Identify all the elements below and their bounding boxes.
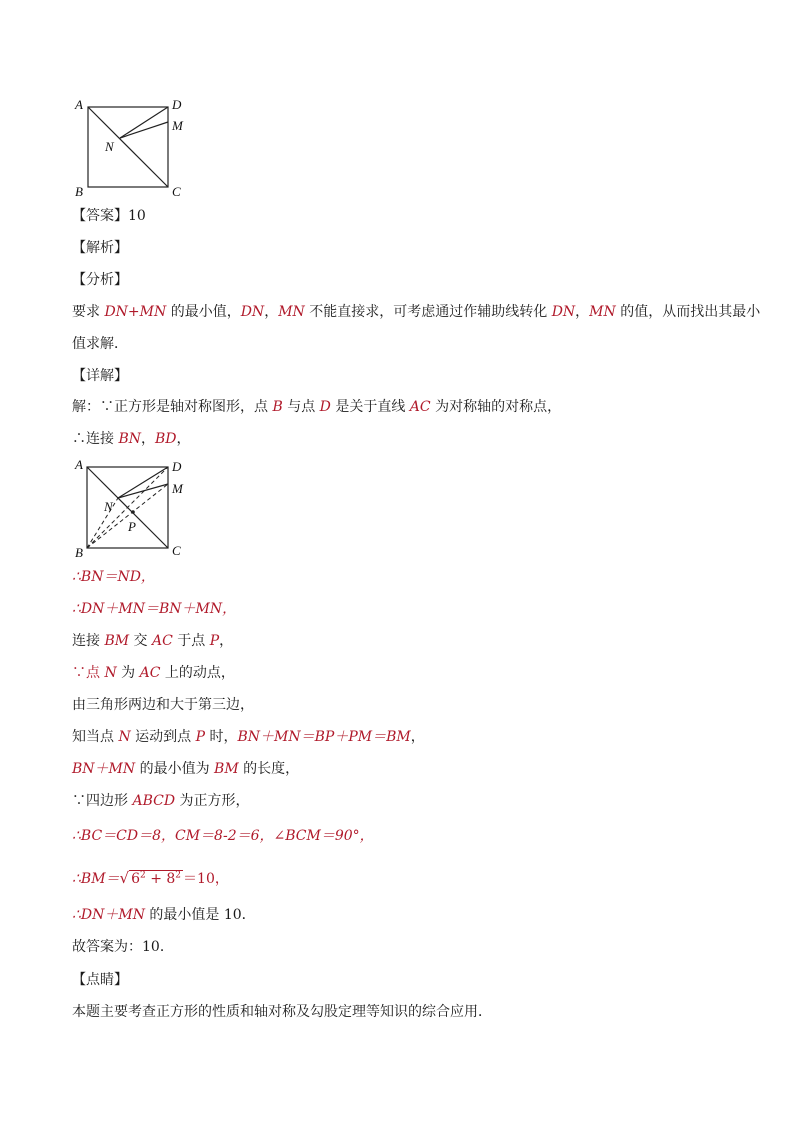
detail-line-10: ∵四边形 ABCD 为正方形， [72, 793, 250, 809]
segment-nd [120, 107, 168, 138]
label-m-2: M [172, 481, 183, 496]
label-b-2: B [75, 545, 83, 560]
detail-line-4: ∴DN＋MN＝BN＋MN， [72, 601, 237, 617]
label-a-2: A [75, 457, 83, 472]
fenxi-line-1: 要求 DN+MN 的最小值，DN，MN 不能直接求，可考虑通过作辅助线转化 DN，MN 的值，从而找出其最小 [72, 304, 761, 320]
answer-value: 10 [128, 208, 146, 224]
label-b: B [75, 184, 83, 199]
detail-line-12: ∴BM＝√ $6^2 + 8^2 =10$， [72, 869, 229, 887]
segment-nd-2 [118, 467, 168, 498]
detail-line-11: ∴BC＝CD＝8，CM＝8-2＝6，∠BCM＝90°， [72, 828, 374, 844]
detail-line-8: 知当点 N 运动到点 P 时，BN＋MN＝BP＋PM＝BM， [72, 729, 425, 745]
label-d: D [172, 97, 182, 112]
label-n-2: N [104, 499, 113, 514]
detail-line-1: 解：∵正方形是轴对称图形，点 B 与点 D 是关于直线 AC 为对称轴的对称点， [72, 399, 562, 415]
detail-line-3: ∴BN＝ND， [72, 569, 155, 585]
label-c-2: C [172, 543, 181, 558]
detail-line-6: ∵点 N 为 AC 上的动点， [72, 665, 235, 681]
label-d-2: D [172, 459, 182, 474]
dashed-bm [87, 484, 168, 548]
detail-line-5: 连接 BM 交 AC 于点 P， [72, 633, 234, 649]
segment-nm-2 [118, 484, 168, 498]
dianjing-line-1: 本题主要考查正方形的性质和轴对称及勾股定理等知识的综合应用． [72, 1004, 492, 1020]
label-n: N [105, 139, 114, 154]
detail-line-2: ∴连接 BN，BD， [72, 431, 191, 447]
diagonal-ac [88, 107, 168, 187]
detail-line-14: 故答案为：10． [72, 939, 174, 955]
fenxi-label: 【分析】 [72, 272, 128, 288]
dianjing-label: 【点睛】 [72, 972, 128, 988]
answer-line [72, 206, 146, 226]
detail-label: 【详解】 [72, 368, 128, 384]
point-p [131, 510, 135, 514]
dashed-bn [87, 498, 118, 548]
fenxi-line-2: 值求解． [72, 336, 128, 352]
segment-nm [120, 122, 168, 138]
figure-square-1 [70, 95, 200, 205]
label-p-2: P [128, 519, 136, 534]
label-a: A [75, 97, 83, 112]
label-m: M [172, 118, 183, 133]
detail-line-13: ∴DN＋MN 的最小值是 10． [72, 907, 256, 923]
detail-line-7: 由三角形两边和大于第三边， [72, 697, 254, 713]
analysis-label: 【解析】 [72, 240, 128, 256]
figure-square-2 [70, 455, 200, 565]
detail-line-9: BN＋MN 的最小值为 BM 的长度， [72, 761, 300, 777]
answer-label: 【答案】 [72, 208, 128, 224]
label-c: C [172, 184, 181, 199]
